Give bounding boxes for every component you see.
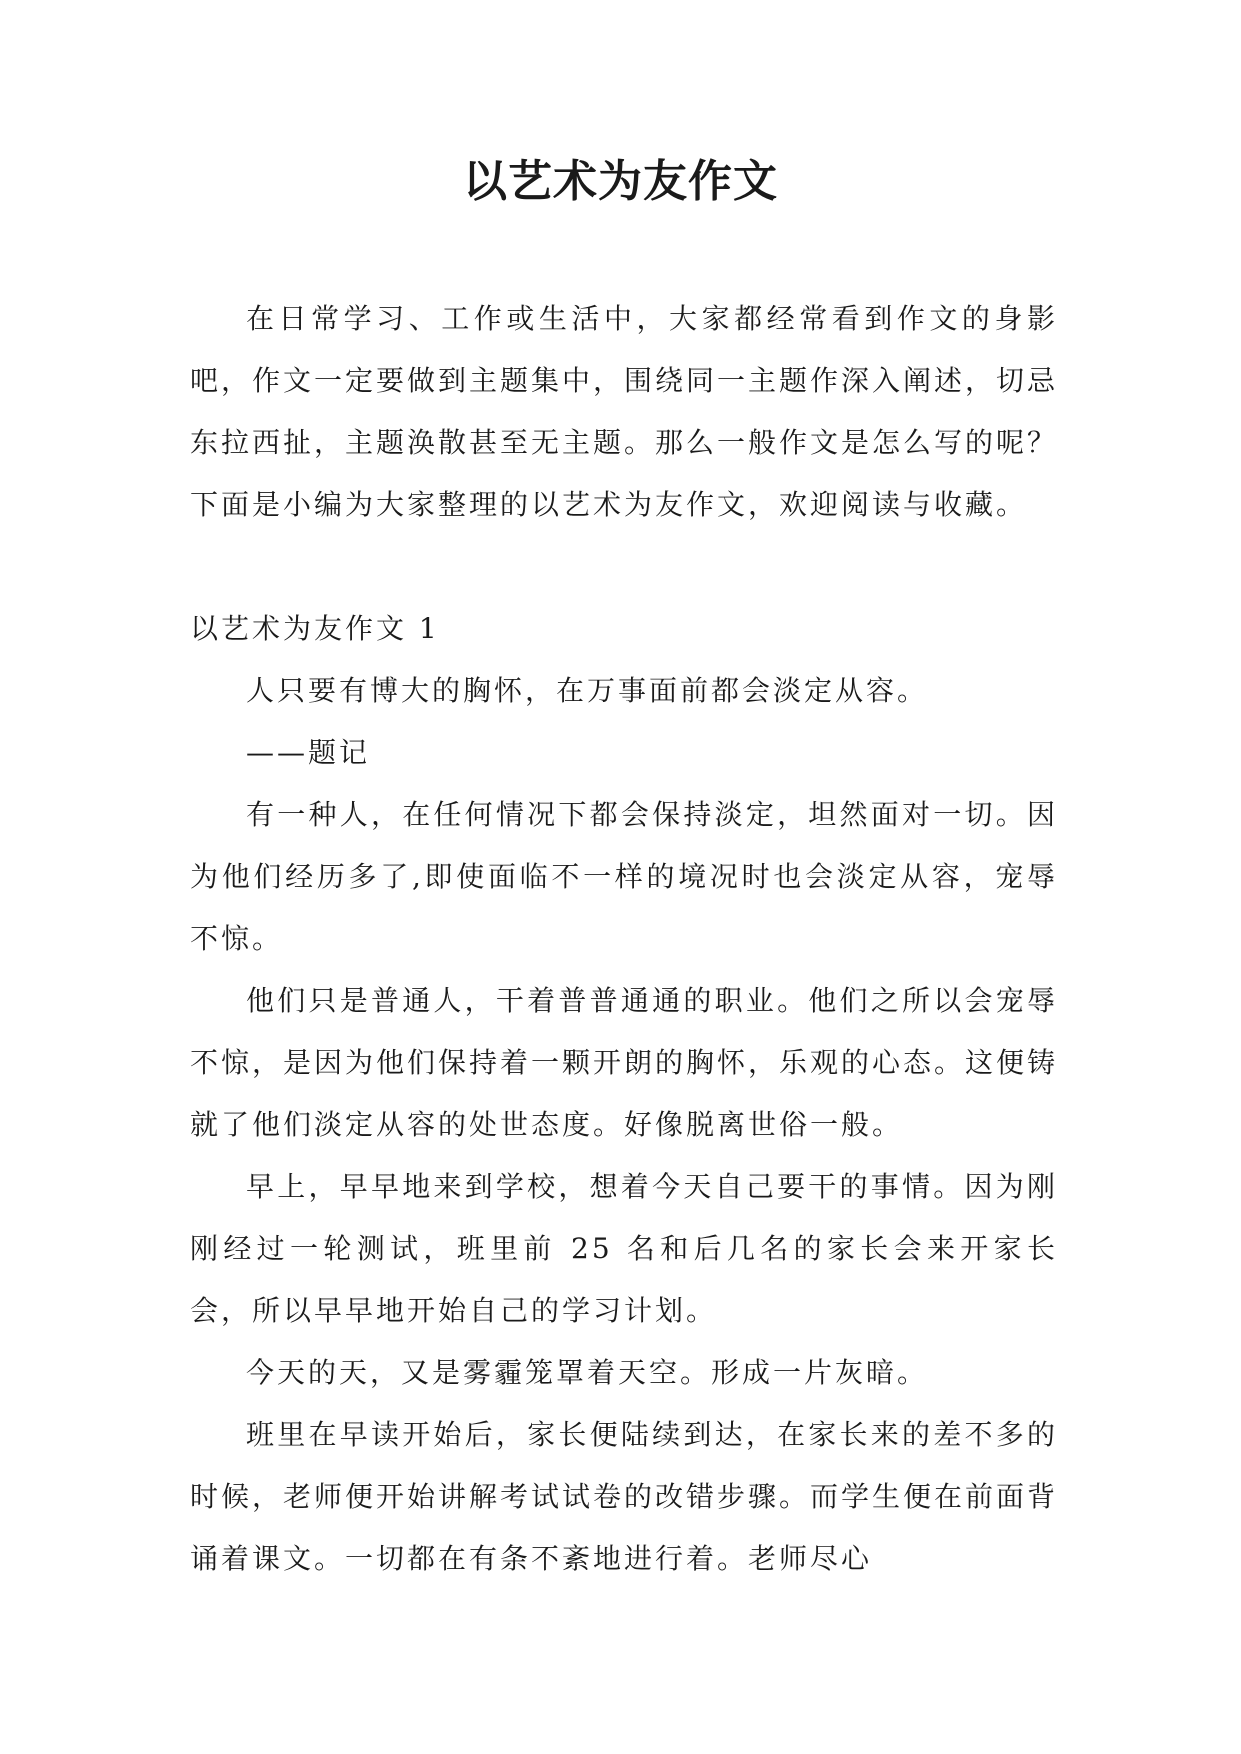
paragraph: 早上，早早地来到学校，想着今天自己要干的事情。因为刚刚经过一轮测试，班里前 25 名和后几名的家长会来开家长会，所以早早地开始自己的学习计划。 bbox=[190, 1170, 1058, 1327]
paragraph: 有一种人，在任何情况下都会保持淡定，坦然面对一切。因为他们经历多了,即使面临不一样的境况时也会淡定从容，宠辱不惊。 bbox=[190, 798, 1058, 955]
paragraph: 今天的天，又是雾霾笼罩着天空。形成一片灰暗。 bbox=[246, 1356, 929, 1389]
paragraph-epigraph: 人只要有博大的胸怀，在万事面前都会淡定从容。 bbox=[246, 674, 929, 707]
section-heading: 以艺术为友作文 1 bbox=[190, 612, 440, 645]
intro-paragraph: 在日常学习、工作或生活中，大家都经常看到作文的身影吧，作文一定要做到主题集中，围绕同一主题作深入阐述，切忌东拉西扯，主题涣散甚至无主题。那么一般作文是怎么写的呢？下面是小编为大家整理的以艺术为友作文，欢迎阅读与收藏。 bbox=[190, 302, 1059, 521]
document-body bbox=[190, 288, 1058, 1590]
paragraph: 班里在早读开始后，家长便陆续到达，在家长来的差不多的时候，老师便开始讲解考试试卷的改错步骤。而学生便在前面背诵着课文。一切都在有条不紊地进行着。老师尽心 bbox=[190, 1418, 1059, 1575]
document-title: 以艺术为友作文 bbox=[463, 156, 778, 207]
paragraph: 他们只是普通人，干着普普通通的职业。他们之所以会宠辱不惊，是因为他们保持着一颗开朗的胸怀，乐观的心态。这便铸就了他们淡定从容的处世态度。好像脱离世俗一般。 bbox=[190, 984, 1059, 1141]
paragraph-epigraph-source: ——题记 bbox=[246, 736, 371, 769]
